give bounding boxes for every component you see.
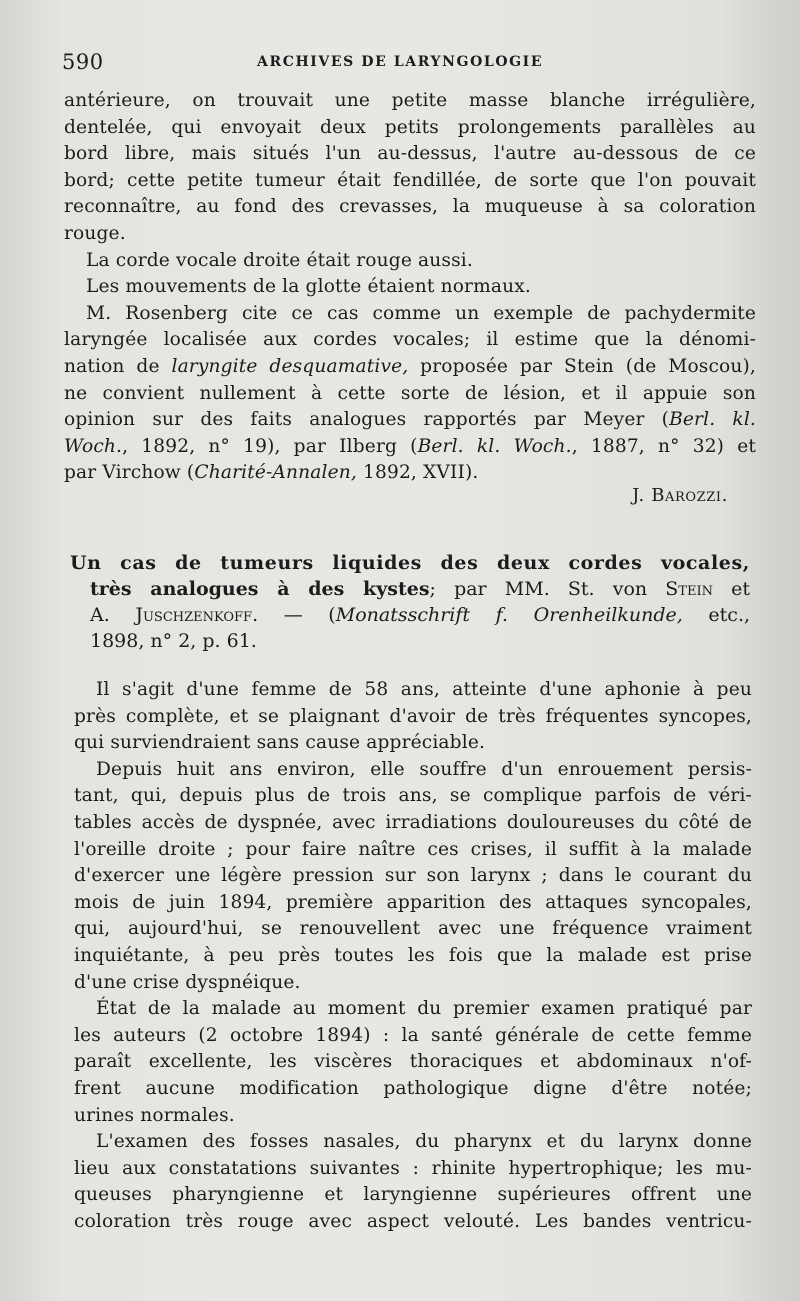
- text-line: Les mouvements de la glotte étaient normaux.: [86, 276, 531, 298]
- text-line: urines normales.: [74, 1104, 235, 1126]
- text-line: lieu aux constatations suivantes : rhinite hypertrophique; les mu-: [74, 1157, 752, 1179]
- text-line: queuses pharyngienne et laryngienne supérieures offrent une: [74, 1184, 752, 1206]
- text-run: nation de: [64, 355, 172, 377]
- page-header: [62, 50, 742, 74]
- journal-citation: Berl. kl. Woch.: [417, 435, 572, 457]
- text-line: État de la malade au moment du premier examen pratiqué par: [96, 998, 752, 1020]
- text-line: [64, 434, 756, 461]
- text-line: d'une crise dyspnéique.: [74, 971, 301, 993]
- text-line: bord; cette petite tumeur était fendillée, de sorte que l'on pouvait: [64, 169, 756, 191]
- text-line: laryngée localisée aux cordes vocales; il estime que la dénomi-: [64, 329, 756, 351]
- text-line: l'oreille droite ; pour faire naître ces crises, il suffit à la malade: [74, 838, 752, 860]
- text-line: bord libre, mais situés l'un au-dessus, l'autre au-dessous de ce: [64, 143, 756, 165]
- text-line: près complète, et se plaignant d'avoir de très fréquentes syncopes,: [74, 705, 752, 727]
- article-title-cont: très analogues à des kystes: [90, 578, 430, 600]
- text-line: reconnaître, au fond des crevasses, la muqueuse à sa coloration: [64, 196, 756, 218]
- article-body: [74, 677, 752, 1235]
- text-line: Depuis huit ans environ, elle souffre d'un enrouement persis-: [96, 758, 752, 780]
- journal-citation: Berl. kl.: [669, 409, 756, 431]
- text-line: paraît excellente, les viscères thoraciques et abdominaux n'of-: [74, 1051, 752, 1073]
- text-run: , 1892, n° 19), par Ilberg (: [122, 435, 418, 457]
- text-line: rouge.: [64, 222, 126, 244]
- text-run: , 1887, n° 32) et: [571, 435, 756, 457]
- article-source-line: [70, 602, 750, 628]
- text-run: — (: [258, 604, 336, 626]
- text-line: d'exercer une légère pression sur son larynx ; dans le courant du: [74, 865, 752, 887]
- text-line: [64, 407, 756, 434]
- text-line: ne convient nullement à cette sorte de lésion, et il appuie son: [64, 382, 756, 404]
- text-line: dentelée, qui envoyait deux petits prolongements parallèles au: [64, 116, 756, 138]
- text-line: mois de juin 1894, première apparition des attaques syncopales,: [74, 891, 752, 913]
- text-line: [64, 460, 756, 487]
- text-line: tables accès de dyspnée, avec irradiations douloureuses du côté de: [74, 811, 752, 833]
- text-line: Il s'agit d'une femme de 58 ans, atteinte d'une aphonie à peu: [96, 679, 752, 700]
- text-line: frent aucune modification pathologique digne d'être notée;: [74, 1077, 752, 1099]
- text-run: opinion sur des faits analogues rapportés par Meyer (: [64, 409, 670, 431]
- text-line: inquiétante, à peu près toutes les fois que la malade est prise: [74, 944, 752, 966]
- text-run: ; par MM. St. von: [429, 578, 666, 600]
- text-line: M. Rosenberg cite ce cas comme un exemple de pachydermite: [86, 302, 756, 324]
- page-number: 590: [62, 50, 104, 74]
- text-line: [64, 354, 756, 381]
- reviewer-signature: J. Barozzi.: [632, 485, 728, 506]
- italic-term: laryngite desquamative,: [171, 355, 409, 377]
- journal-citation: Woch.: [64, 435, 123, 457]
- text-line: L'examen des fosses nasales, du pharynx et du larynx donne: [96, 1131, 752, 1153]
- text-run: par Virchow (: [64, 462, 195, 484]
- text-line: antérieure, on trouvait une petite masse blanche irrégulière,: [64, 90, 756, 111]
- text-line: coloration très rouge avec aspect velouté. Les bandes ventricu-: [74, 1210, 752, 1232]
- text-run: etc.,: [682, 604, 751, 626]
- text-line: qui, aujourd'hui, se renouvellent avec une fréquence vraiment: [74, 918, 752, 940]
- text-run: et: [712, 578, 750, 600]
- journal-citation: Monatsschrift f. Orenheilkunde,: [335, 604, 683, 626]
- text-run: 1892, XVII).: [356, 462, 479, 484]
- author-name: Stein: [665, 578, 713, 600]
- text-line: les auteurs (2 octobre 1894) : la santé générale de cette femme: [74, 1024, 752, 1046]
- running-title: ARCHIVES DE LARYNGOLOGIE: [257, 54, 544, 70]
- text-line: qui surviendraient sans cause appréciable.: [74, 732, 486, 754]
- article-title: Un cas de tumeurs liquides des deux cordes vocales,: [70, 552, 750, 574]
- article-title-line: [70, 576, 750, 602]
- article-heading: [70, 550, 750, 654]
- text-line: La corde vocale droite était rouge aussi.: [86, 249, 473, 271]
- text-run: proposée par Stein (de Moscou),: [408, 355, 756, 377]
- author-name: A. Juschzenkoff.: [90, 604, 259, 626]
- review-continuation: [64, 88, 756, 487]
- text-line: tant, qui, depuis plus de trois ans, se complique parfois de véri-: [74, 785, 752, 807]
- article-reference: 1898, n° 2, p. 61.: [90, 630, 257, 652]
- journal-citation: Charité-Annalen,: [194, 462, 357, 484]
